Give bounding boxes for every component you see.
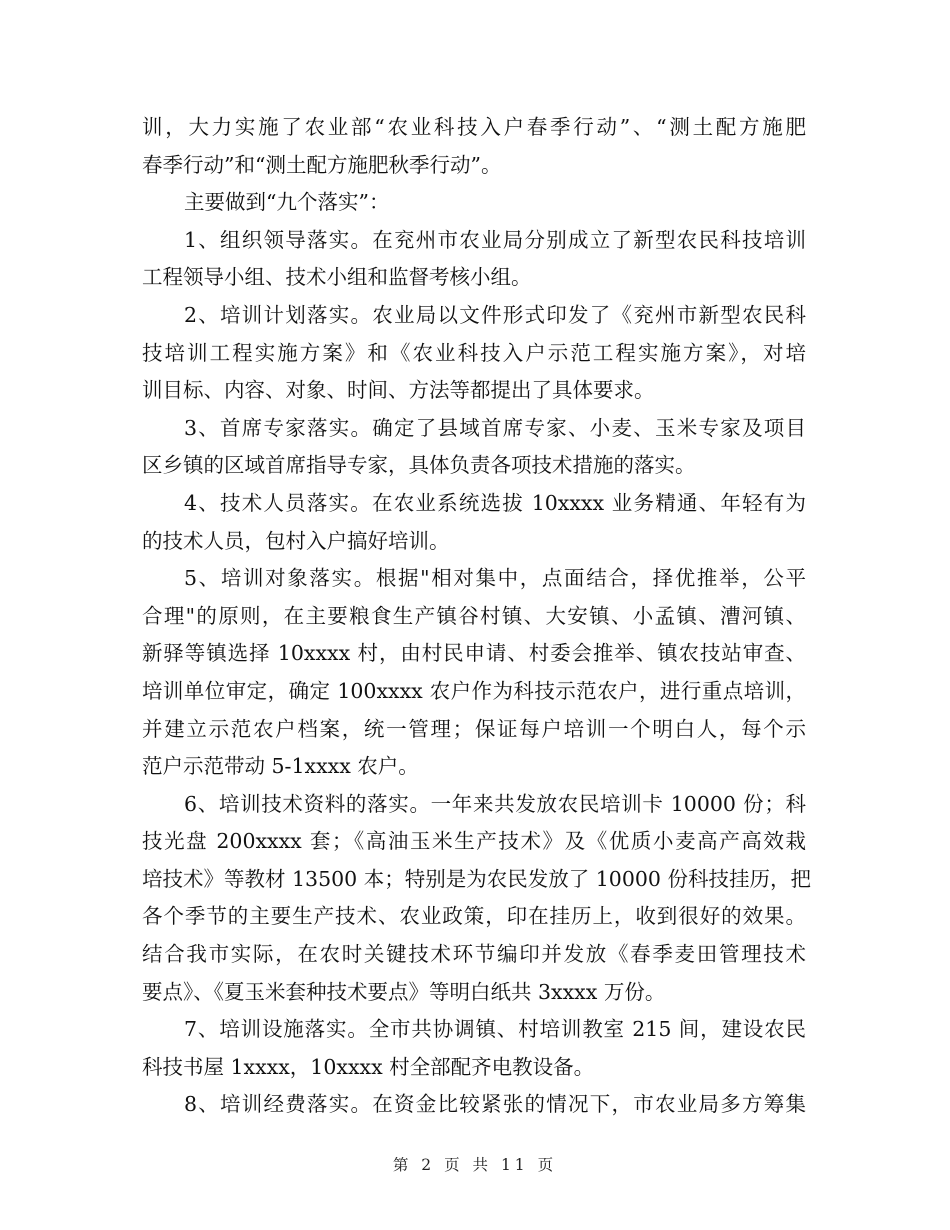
page-number-footer: 第 2 页 共 11 页 [392,1156,558,1174]
item-5-line: 合理"的原则，在主要粮食生产镇谷村镇、大安镇、小孟镇、漕河镇、 [142,603,806,628]
item-8-line: 8、培训经费落实。在资金比较紧张的情况下，市农业局多方筹集 [184,1092,806,1117]
item-5-line: 范户示范带动 5-1xxxx 农户。 [142,754,419,779]
item-6-line: 6、培训技术资料的落实。一年来共发放农民培训卡 10000 份；科 [184,791,806,816]
item-5-line: 5、培训对象落实。根据"相对集中，点面结合，择优推举，公平 [184,566,806,591]
item-2-line: 训目标、内容、对象、时间、方法等都提出了具体要求。 [142,378,655,403]
item-2-line: 技培训工程实施方案》和《农业科技入户示范工程实施方案》，对培 [142,340,806,365]
item-2-line: 2、培训计划落实。农业局以文件形式印发了《兖州市新型农民科 [184,302,806,327]
text-line: 训，大力实施了农业部“农业科技入户春季行动”、“测土配方施肥 [142,115,806,139]
item-3-line: 区乡镇的区域首席指导专家，具体负责各项技术措施的落实。 [142,453,696,478]
item-6-line: 各个季节的主要生产技术、农业政策，印在挂历上，收到很好的效果。 [142,904,806,929]
item-6-line: 要点》、《夏玉米套种技术要点》等明白纸共 3xxxx 万份。 [142,979,666,1004]
item-4-line: 的技术人员，包村入户搞好培训。 [142,528,450,553]
section-intro: 主要做到“九个落实”： [184,190,390,215]
item-1-line: 工程领导小组、技术小组和监督考核小组。 [142,265,532,290]
item-1-line: 1、组织领导落实。在兖州市农业局分别成立了新型农民科技培训 [184,227,806,252]
item-5-line: 并建立示范农户档案，统一管理；保证每户培训一个明白人，每个示 [142,716,806,741]
item-5-line: 培训单位审定，确定 100xxxx 农户作为科技示范农户，进行重点培训， [142,678,806,703]
item-3-line: 3、首席专家落实。确定了县域首席专家、小麦、玉米专家及项目 [184,415,806,440]
item-7-line: 科技书屋 1xxxx，10xxxx 村全部配齐电教设备。 [142,1054,595,1079]
item-7-line: 7、培训设施落实。全市共协调镇、村培训教室 215 间，建设农民 [184,1017,806,1042]
item-6-line: 培技术》等教材 13500 本；特别是为农民发放了 10000 份科技挂历，把 [142,866,811,891]
text-line: 春季行动”和“测土配方施肥秋季行动”。 [142,152,502,177]
document-body [142,109,811,1124]
item-4-line: 4、技术人员落实。在农业系统选拔 10xxxx 业务精通、年轻有为 [184,490,806,515]
item-6-line: 结合我市实际，在农时关键技术环节编印并发放《春季麦田管理技术 [142,942,806,967]
item-5-line: 新驿等镇选择 10xxxx 村，由村民申请、村委会推举、镇农技站审查、 [142,641,806,666]
item-6-line: 技光盘 200xxxx 套；《高油玉米生产技术》及《优质小麦高产高效栽 [142,829,806,854]
